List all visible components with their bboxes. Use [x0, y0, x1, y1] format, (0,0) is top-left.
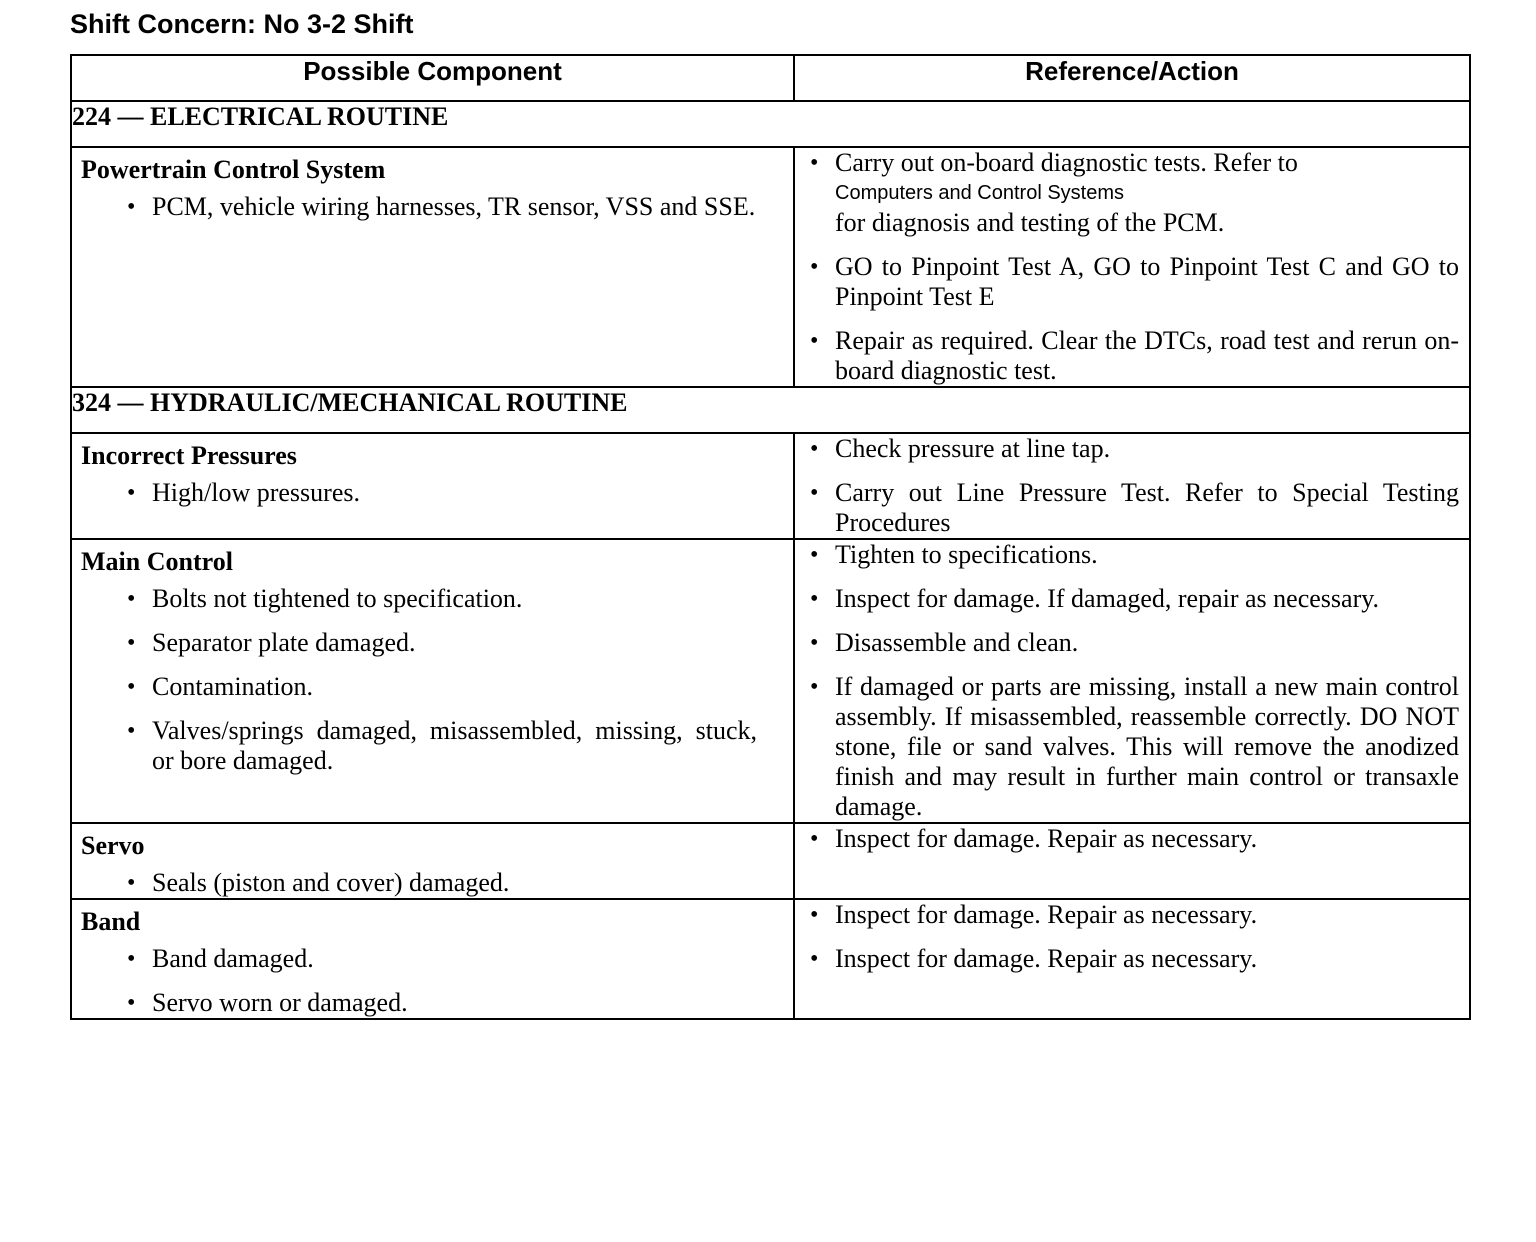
category-incorrect-pressures: Incorrect Pressures [81, 441, 297, 470]
component-cell [71, 433, 794, 539]
table-row [71, 823, 1470, 899]
list-item [795, 252, 1469, 312]
bullet-icon: • [810, 150, 819, 176]
action-text: Tighten to specifications. [835, 540, 1098, 569]
component-text: Valves/springs damaged, misassembled, missing, stuck, or bore damaged. [152, 716, 757, 775]
routine-row [71, 101, 1470, 147]
component-text: Seals (piston and cover) damaged. [152, 868, 510, 897]
list-item [72, 478, 793, 508]
component-cell [71, 539, 794, 823]
action-text: Check pressure at line tap. [835, 434, 1111, 463]
bullet-icon: • [810, 826, 819, 852]
bullet-icon: • [127, 194, 136, 220]
table-row [71, 539, 1470, 823]
list-item [795, 148, 1469, 238]
action-text: If damaged or parts are missing, install a new main control assembly. If misassembled, reassemble correctly. DO NOT stone, file or sand valves. This will remove the anodized finish and may result in further main control or transaxle damage. [835, 672, 1459, 821]
action-cell [794, 433, 1470, 539]
routine-hydraulic: 324 — HYDRAULIC/MECHANICAL ROUTINE [71, 387, 1470, 433]
header-reference-action: Reference/Action [794, 55, 1470, 101]
action-text: Inspect for damage. If damaged, repair as necessary. [835, 584, 1380, 613]
list-item [795, 540, 1469, 570]
category-powertrain: Powertrain Control System [81, 155, 386, 184]
component-cell [71, 823, 794, 899]
component-text: Contamination. [152, 672, 314, 701]
bullet-icon: • [810, 254, 819, 280]
bullet-icon: • [127, 870, 136, 896]
page-title: Shift Concern: No 3-2 Shift [70, 9, 414, 39]
component-text: PCM, vehicle wiring harnesses, TR sensor, VSS and SSE. [152, 192, 756, 221]
bullet-icon: • [810, 946, 819, 972]
bullet-icon: • [810, 436, 819, 462]
bullet-icon: • [127, 990, 136, 1016]
action-text: GO to Pinpoint Test A, GO to Pinpoint Test C and GO to Pinpoint Test E [835, 252, 1459, 311]
action-text: Carry out on-board diagnostic tests. Refer to [835, 148, 1298, 177]
diagnosis-table [70, 54, 1471, 1020]
bullet-icon: • [127, 946, 136, 972]
list-item [72, 716, 793, 776]
category-main-control: Main Control [81, 547, 233, 576]
bullet-icon: • [127, 480, 136, 506]
list-item [795, 900, 1469, 930]
bullet-icon: • [810, 630, 819, 656]
component-text: High/low pressures. [152, 478, 360, 507]
bullet-icon: • [810, 480, 819, 506]
bullet-icon: • [127, 718, 136, 744]
list-item [795, 672, 1469, 822]
list-item [795, 326, 1469, 386]
component-cell [71, 899, 794, 1019]
list-item [72, 988, 793, 1018]
list-item [795, 628, 1469, 658]
list-item [72, 192, 793, 222]
category-servo: Servo [81, 831, 145, 860]
action-text: Inspect for damage. Repair as necessary. [835, 944, 1258, 973]
action-text: Disassemble and clean. [835, 628, 1079, 657]
header-row [71, 55, 1470, 101]
list-item [72, 868, 793, 898]
list-item [72, 944, 793, 974]
action-cell [794, 823, 1470, 899]
bullet-icon: • [810, 328, 819, 354]
action-cell [794, 147, 1470, 387]
bullet-icon: • [127, 630, 136, 656]
component-text: Bolts not tightened to specification. [152, 584, 523, 613]
table-row [71, 899, 1470, 1019]
component-text: Separator plate damaged. [152, 628, 416, 657]
action-text-continued: for diagnosis and testing of the PCM. [835, 208, 1225, 237]
list-item [795, 944, 1469, 974]
routine-row [71, 387, 1470, 433]
bullet-icon: • [810, 586, 819, 612]
list-item [795, 824, 1469, 854]
list-item [72, 628, 793, 658]
bullet-icon: • [810, 902, 819, 928]
bullet-icon: • [127, 674, 136, 700]
action-text: Inspect for damage. Repair as necessary. [835, 900, 1258, 929]
header-possible-component: Possible Component [71, 55, 794, 101]
bullet-icon: • [127, 586, 136, 612]
action-text: Inspect for damage. Repair as necessary. [835, 824, 1258, 853]
routine-electrical: 224 — ELECTRICAL ROUTINE [71, 101, 1470, 147]
component-cell [71, 147, 794, 387]
list-item [72, 672, 793, 702]
list-item [72, 584, 793, 614]
bullet-icon: • [810, 542, 819, 568]
component-text: Band damaged. [152, 944, 314, 973]
component-text: Servo worn or damaged. [152, 988, 408, 1017]
list-item [795, 434, 1469, 464]
list-item [795, 478, 1469, 538]
action-text: Repair as required. Clear the DTCs, road test and rerun on-board diagnostic test. [835, 326, 1459, 385]
action-cell [794, 539, 1470, 823]
table-row [71, 147, 1470, 387]
list-item [795, 584, 1469, 614]
action-text: Carry out Line Pressure Test. Refer to Special Testing Procedures [835, 478, 1459, 537]
action-cell [794, 899, 1470, 1019]
bullet-icon: • [810, 674, 819, 700]
table-row [71, 433, 1470, 539]
reference-link[interactable]: Computers and Control Systems [835, 182, 1125, 204]
category-band: Band [81, 907, 141, 936]
